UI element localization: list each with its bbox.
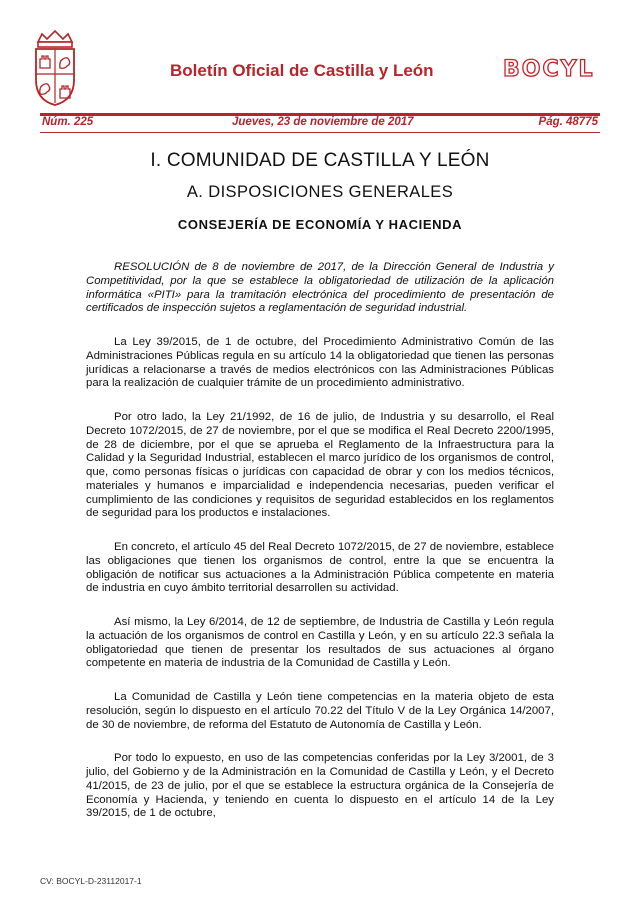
- paragraph: La Comunidad de Castilla y León tiene competencias en la materia objeto de esta resolución, según lo dispuesto en el artículo 70.22 del Título V de la Ley Orgánica 14/2007, de 30 de noviembre, de reforma del Estatuto de Autonomía de Castilla y León.: [86, 691, 554, 731]
- section-heading: I. COMUNIDAD DE CASTILLA Y LEÓN: [150, 150, 490, 171]
- paragraph: La Ley 39/2015, de 1 de octubre, del Procedimiento Administrativo Común de las Administraciones Públicas regula en su artículo 14 la obligatoriedad que tienen las personas jurídicas a relacionarse a través de medios electrónicos con las Administraciones Públicas para la realización de cualquier trámite de un procedimiento administrativo.: [86, 336, 554, 390]
- page-number: Pág. 48775: [538, 116, 598, 128]
- paragraph: Por todo lo expuesto, en uso de las competencias conferidas por la Ley 3/2001, de 3 julio, del Gobierno y de la Administración en la Comunidad de Castilla y León, y el Decreto 41/2015, de 23 de julio, por el que se establece la estructura orgánica de la Consejería de Economía y Hacienda, y teniendo en cuenta lo dispuesto en el artículo 14 de la Ley 39/2015, de 1 de octubre,: [86, 752, 554, 820]
- subsection-heading: A. DISPOSICIONES GENERALES: [186, 183, 454, 201]
- bocyl-logo: BOCYL: [503, 57, 595, 82]
- coat-of-arms-icon: [30, 28, 80, 108]
- bulletin-title: Boletín Oficial de Castilla y León: [170, 61, 434, 80]
- verification-code: CV: BOCYL-D-23112017-1: [40, 876, 142, 886]
- header-rule-bottom: [40, 132, 600, 133]
- paragraph: Así mismo, la Ley 6/2014, de 12 de septiembre, de Industria de Castilla y León regula la actuación de los organismos de control en Castilla y León, y en su artículo 22.3 señala la obligatoriedad que tienen de presentar los resultados de sus actuaciones al órgano competente en materia de industria de la Comunidad de Castilla y León.: [86, 616, 554, 670]
- department-heading: CONSEJERÍA DE ECONOMÍA Y HACIENDA: [177, 217, 463, 232]
- paragraph: En concreto, el artículo 45 del Real Decreto 1072/2015, de 27 de noviembre, establece las obligaciones que tienen los organismos de control, entre la que se encuentra la obligación de notificar sus actuaciones a la Administración Pública competente en materia de industria en cuyo ámbito territorial desarrollen su actividad.: [86, 541, 554, 595]
- issue-date: Jueves, 23 de noviembre de 2017: [232, 116, 414, 128]
- resolution-summary: RESOLUCIÓN de 8 de noviembre de 2017, de la Dirección General de Industria y Competitividad, por la que se establece la obligatoriedad de utilización de la aplicación informática «PITI» para la tramitación electrónica del procedimiento de presentación de certificados de inspección sujetos a reglamentación de seguridad industrial.: [86, 261, 554, 315]
- issue-number: Núm. 225: [42, 116, 94, 128]
- paragraph: Por otro lado, la Ley 21/1992, de 16 de julio, de Industria y su desarrollo, el Real Decreto 1072/2015, de 27 de noviembre, por el que se modifica el Real Decreto 2200/1995, de 28 de diciembre, por el que se aprueba el Reglamento de la Infraestructura para la Calidad y la Seguridad Industrial, establecen el marco jurídico de los organismos de control, que, como personas físicas o jurídicas con capacidad de obrar y con los medios técnicos, materiales y humanos e imparcialidad e independencia necesarias, pueden verificar el cumplimiento de las condiciones y requisitos de seguridad establecidos en los reglamentos de seguridad para los productos e instalaciones.: [86, 411, 554, 520]
- document-body: [86, 261, 554, 841]
